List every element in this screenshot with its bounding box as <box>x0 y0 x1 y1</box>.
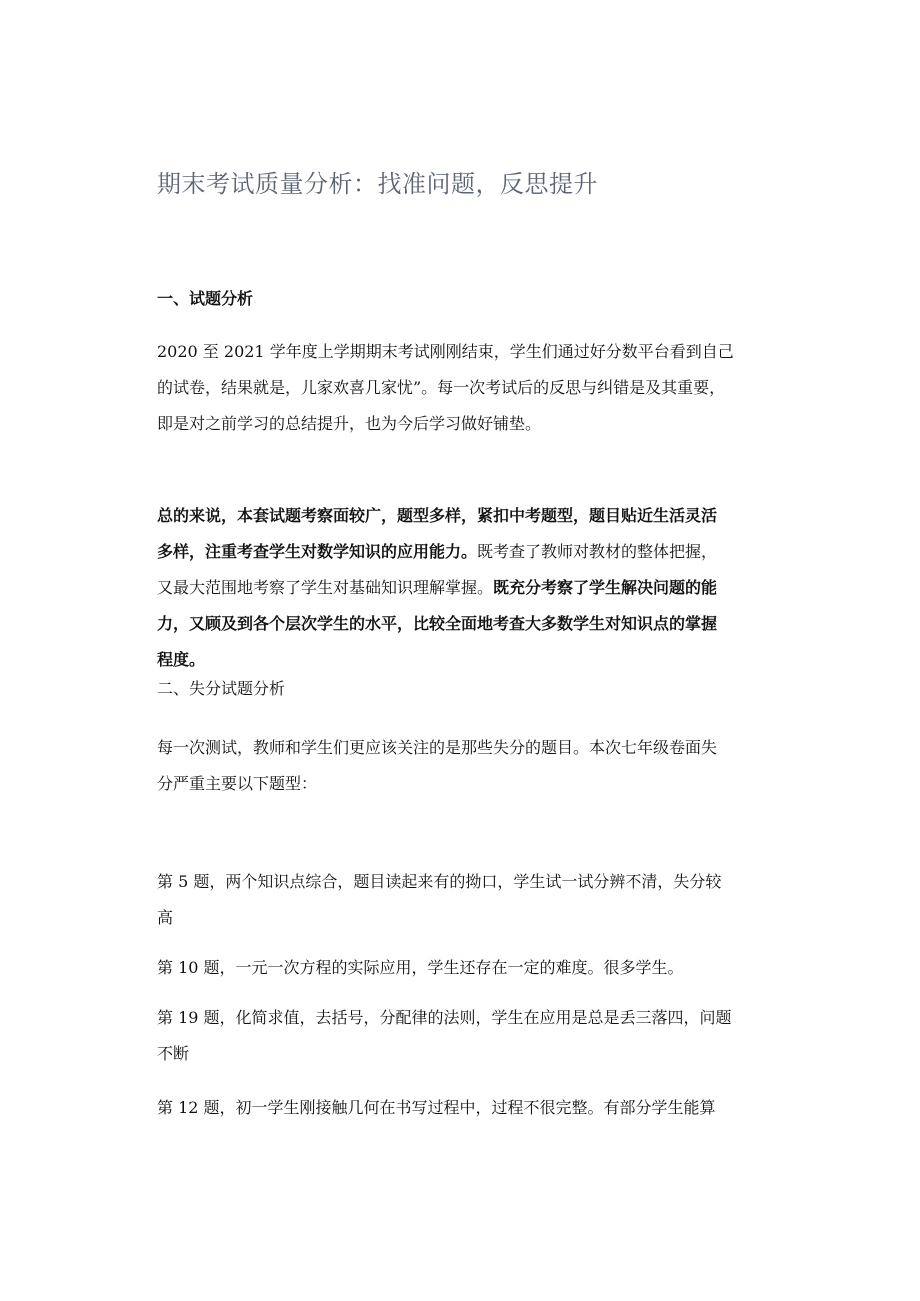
question-item <box>157 1090 777 1126</box>
section-heading-lost-points: 二、失分试题分析 <box>157 679 286 698</box>
intro-paragraph <box>157 334 777 442</box>
bold-text: 既充分考察了学生解决问题的能 <box>493 578 718 597</box>
paragraph-line: 第 12 题，初一学生刚接触几何在书写过程中，过程不很完整。有部分学生能算 <box>157 1098 716 1117</box>
paragraph-line: 分严重主要以下题型： <box>157 774 318 793</box>
bold-text: 多样，注重考查学生对数学知识的应用能力。 <box>157 542 478 561</box>
paragraph-line: 第 5 题，两个知识点综合，题目读起来有的拗口，学生试一试分辨不清，失分较 <box>157 872 722 891</box>
paragraph-line: 的试卷，结果就是，儿家欢喜几家忧”。每一次考试后的反思与纠错是及其重要， <box>157 378 726 397</box>
normal-text: 又最大范围地考察了学生对基础知识理解掌握。 <box>157 578 494 597</box>
paragraph-line: 第 10 题，一元一次方程的实际应用，学生还存在一定的难度。很多学生。 <box>157 958 684 977</box>
paragraph-line: 第 19 题，化简求值，去括号，分配律的法则，学生在应用是总是丢三落四，问题 <box>157 1008 732 1027</box>
paragraph-line: 每一次测试，教师和学生们更应该关注的是那些失分的题目。本次七年级卷面失 <box>157 738 718 757</box>
paragraph-line-mixed <box>157 534 777 570</box>
paragraph-line: 程度。 <box>157 650 206 669</box>
paragraph-line: 力，又顾及到各个层次学生的水平，比较全面地考查大多数学生对知识点的掌握 <box>157 614 718 633</box>
lost-points-intro-paragraph <box>157 730 777 802</box>
question-item <box>157 864 777 936</box>
question-item <box>157 1000 777 1072</box>
normal-text: 既考查了教师对教材的整体把握， <box>477 542 718 561</box>
paragraph-line: 高 <box>157 908 174 927</box>
document-title: 期末考试质量分析：找准问题，反思提升 <box>157 170 598 198</box>
paragraph-line: 总的来说，本套试题考察面较广，题型多样，紧扣中考题型，题目贴近生活灵活 <box>157 506 718 525</box>
question-item <box>157 950 777 986</box>
summary-paragraph <box>157 498 777 678</box>
section-heading-test-analysis: 一、试题分析 <box>157 289 254 308</box>
paragraph-line: 2020 至 2021 学年度上学期期末考试刚刚结束，学生们通过好分数平台看到自己 <box>157 342 734 361</box>
paragraph-line: 不断 <box>157 1044 190 1063</box>
paragraph-line: 即是对之前学习的总结提升，也为今后学习做好铺垫。 <box>157 414 542 433</box>
paragraph-line-mixed <box>157 570 777 606</box>
